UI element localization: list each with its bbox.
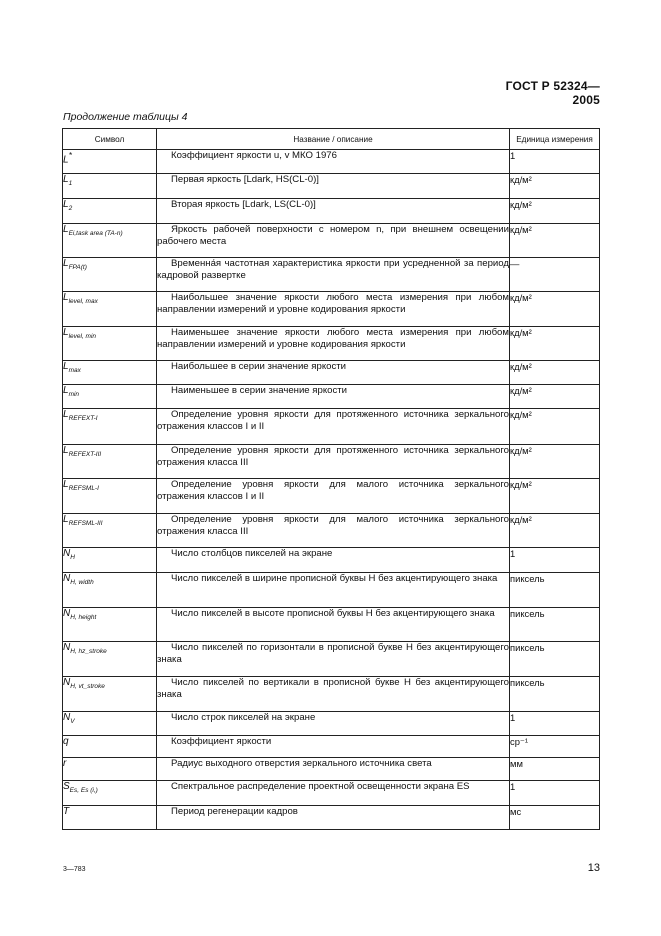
unit-cell: мс xyxy=(510,806,600,830)
description-text: Число строк пикселей на экране xyxy=(171,712,316,723)
table-row xyxy=(63,199,600,224)
symbol-base: L xyxy=(63,292,69,303)
symbol-base: L xyxy=(63,199,69,210)
unit-cell: 1 xyxy=(510,712,600,736)
symbol-subscript: V xyxy=(70,718,75,725)
table-row xyxy=(63,174,600,199)
description-cell xyxy=(157,385,510,409)
description-cell xyxy=(157,608,510,642)
unit-cell: пиксель xyxy=(510,608,600,642)
table-row xyxy=(63,150,600,174)
unit-cell: 1 xyxy=(510,781,600,806)
symbol-cell xyxy=(63,548,157,573)
symbol-subscript: max xyxy=(68,367,81,374)
symbol-cell xyxy=(63,409,157,445)
document-code: ГОСТ Р 52324—2005 xyxy=(505,79,600,107)
symbol-subscript: Es, Es (i,) xyxy=(69,787,98,794)
symbol-cell xyxy=(63,806,157,830)
table-row xyxy=(63,445,600,479)
unit-cell: пиксель xyxy=(510,677,600,712)
symbol-subscript: 1 xyxy=(68,180,73,187)
symbol-subscript: level, min xyxy=(68,333,97,340)
column-header-unit: Единица измерения xyxy=(510,129,600,150)
unit-cell: 1 xyxy=(510,150,600,174)
description-cell xyxy=(157,677,510,712)
symbol-cell xyxy=(63,712,157,736)
description-cell xyxy=(157,573,510,608)
symbol-base: N xyxy=(63,548,71,559)
table-row xyxy=(63,224,600,258)
symbol-base: S xyxy=(63,781,70,792)
symbol-cell xyxy=(63,514,157,548)
unit-cell: кд/м² xyxy=(510,199,600,224)
symbol-cell xyxy=(63,445,157,479)
unit-cell: ср⁻¹ xyxy=(510,736,600,758)
description-cell xyxy=(157,758,510,781)
table-row xyxy=(63,781,600,806)
symbol-cell xyxy=(63,174,157,199)
table-row xyxy=(63,479,600,514)
symbol-base: N xyxy=(63,642,71,653)
symbol-subscript: H xyxy=(70,554,75,561)
description-cell xyxy=(157,806,510,830)
symbol-base: q xyxy=(63,736,69,747)
symbol-subscript: level, max xyxy=(68,298,98,305)
description-text: Число пикселей по вертикали в прописной букве Н без акцентирующего знака xyxy=(157,677,509,700)
description-cell xyxy=(157,479,510,514)
symbol-subscript: H, width xyxy=(70,579,94,586)
symbol-base: L xyxy=(63,409,69,420)
unit-cell: кд/м² xyxy=(510,292,600,327)
table-header-row xyxy=(63,129,600,150)
symbol-subscript: H, hz_stroke xyxy=(70,648,107,655)
symbol-base: N xyxy=(63,712,71,723)
description-text: Число пикселей в высоте прописной буквы Н без акцентирующего знака xyxy=(171,608,495,619)
unit-cell: мм xyxy=(510,758,600,781)
unit-cell: кд/м² xyxy=(510,327,600,361)
description-cell xyxy=(157,548,510,573)
table-row xyxy=(63,608,600,642)
symbol-subscript: REFEXT-I xyxy=(68,415,98,422)
description-text: Определение уровня яркости для малого источника зеркального отражения классов I и II xyxy=(157,479,509,502)
description-text: Спектральное распределение проектной освещенности экрана ES xyxy=(171,781,470,792)
description-text: Наименьшее в серии значение яркости xyxy=(171,385,348,396)
description-cell xyxy=(157,224,510,258)
table-row xyxy=(63,327,600,361)
symbol-cell xyxy=(63,258,157,292)
symbol-cell xyxy=(63,573,157,608)
description-cell xyxy=(157,199,510,224)
symbol-base: L xyxy=(63,514,69,525)
description-text: Определение уровня яркости для малого источника зеркального отражения класса III xyxy=(157,514,509,537)
symbol-base: L xyxy=(63,361,69,372)
description-cell xyxy=(157,514,510,548)
symbol-subscript: Ei,task area (TA-n) xyxy=(68,230,123,237)
page-number: 13 xyxy=(587,862,600,874)
description-cell xyxy=(157,781,510,806)
description-text: Коэффициент яркости xyxy=(171,736,272,747)
unit-cell: кд/м² xyxy=(510,445,600,479)
symbol-cell xyxy=(63,292,157,327)
symbol-base: L xyxy=(63,174,69,185)
description-cell xyxy=(157,712,510,736)
table-row xyxy=(63,736,600,758)
unit-cell: кд/м² xyxy=(510,479,600,514)
description-cell xyxy=(157,292,510,327)
symbol-subscript: REFEXT-III xyxy=(68,451,102,458)
symbol-base: L xyxy=(63,258,69,269)
description-cell xyxy=(157,736,510,758)
table-row xyxy=(63,573,600,608)
footer-order-number: 3—783 xyxy=(63,866,86,873)
description-text: Наименьшее значение яркости любого места измерения при любом направлении измерений и уровне кодирования яркости xyxy=(157,327,509,350)
symbols-table xyxy=(62,128,600,830)
symbol-base: r xyxy=(63,758,67,769)
description-text: Число столбцов пикселей на экране xyxy=(171,548,333,559)
description-cell xyxy=(157,258,510,292)
description-text: Радиус выходного отверстия зеркального источника света xyxy=(171,758,432,769)
description-cell xyxy=(157,174,510,199)
description-text: Наибольшее в серии значение яркости xyxy=(171,361,347,372)
table-row xyxy=(63,292,600,327)
unit-cell: пиксель xyxy=(510,573,600,608)
description-cell xyxy=(157,361,510,385)
description-text: Наибольшее значение яркости любого места измерения при любом направлении измерений и уровне кодирования яркости xyxy=(157,292,509,315)
symbol-base: N xyxy=(63,573,71,584)
description-text: Коэффициент яркости u, v МКО 1976 xyxy=(171,150,337,161)
description-text: Вторая яркость [Ldark, LS(CL-0)] xyxy=(171,199,316,210)
symbol-cell xyxy=(63,479,157,514)
description-text: Число пикселей в ширине прописной буквы Н без акцентирующего знака xyxy=(171,573,498,584)
symbol-cell xyxy=(63,199,157,224)
symbol-base: L xyxy=(63,224,69,235)
symbol-subscript: REFSML-III xyxy=(68,520,103,527)
description-text: Первая яркость [Ldark, HS(CL-0)] xyxy=(171,174,319,185)
symbol-base: L xyxy=(63,327,69,338)
unit-cell: кд/м² xyxy=(510,514,600,548)
symbol-base: N xyxy=(63,608,71,619)
description-cell xyxy=(157,409,510,445)
symbol-base: T xyxy=(63,806,70,817)
symbol-cell xyxy=(63,608,157,642)
column-header-name: Название / описание xyxy=(157,129,510,150)
symbol-base: L xyxy=(63,385,69,396)
table-body xyxy=(63,150,600,830)
description-text: Определение уровня яркости для протяженного источника зеркального отражения класса III xyxy=(157,445,509,468)
symbol-subscript: min xyxy=(68,391,80,398)
unit-cell: кд/м² xyxy=(510,361,600,385)
unit-cell: — xyxy=(510,258,600,292)
symbol-base: L xyxy=(63,479,69,490)
column-header-symbol: Символ xyxy=(63,129,157,150)
table-row xyxy=(63,806,600,830)
description-text: Число пикселей по горизонтали в прописной букве Н без акцентирующего знака xyxy=(157,642,509,665)
symbol-subscript: H, vt_stroke xyxy=(70,683,105,690)
symbol-cell xyxy=(63,150,157,174)
symbol-cell xyxy=(63,385,157,409)
symbol-cell xyxy=(63,361,157,385)
unit-cell: кд/м² xyxy=(510,224,600,258)
description-cell xyxy=(157,445,510,479)
symbol-cell xyxy=(63,327,157,361)
unit-cell: кд/м² xyxy=(510,385,600,409)
unit-cell: 1 xyxy=(510,548,600,573)
symbol-superscript: * xyxy=(68,150,72,160)
table-row xyxy=(63,758,600,781)
table-row xyxy=(63,409,600,445)
table-row xyxy=(63,712,600,736)
description-text: Временна́я частотная характеристика яркости при усредненной за период кадровой развертке xyxy=(157,258,509,281)
symbol-cell xyxy=(63,758,157,781)
symbol-cell xyxy=(63,677,157,712)
table-row xyxy=(63,677,600,712)
table-row xyxy=(63,258,600,292)
unit-cell: пиксель xyxy=(510,642,600,677)
symbol-cell xyxy=(63,224,157,258)
symbol-subscript: 2 xyxy=(68,205,73,212)
table-row xyxy=(63,361,600,385)
unit-cell: кд/м² xyxy=(510,174,600,199)
symbol-subscript: REFSML-I xyxy=(68,485,99,492)
table-row xyxy=(63,548,600,573)
symbol-base: N xyxy=(63,677,71,688)
description-text: Яркость рабочей поверхности с номером n, при внешнем освещении рабочего места xyxy=(157,224,509,247)
symbol-base: L xyxy=(63,445,69,456)
symbol-subscript: FPA(t) xyxy=(68,264,87,271)
description-cell xyxy=(157,642,510,677)
symbol-cell xyxy=(63,642,157,677)
description-text: Определение уровня яркости для протяженного источника зеркального отражения классов I и II xyxy=(157,409,509,432)
symbol-base: L xyxy=(63,154,69,166)
symbol-subscript: H, height xyxy=(70,614,97,621)
description-cell xyxy=(157,150,510,174)
description-text: Период регенерации кадров xyxy=(171,806,298,817)
table-row xyxy=(63,385,600,409)
symbol-cell xyxy=(63,781,157,806)
table-row xyxy=(63,642,600,677)
description-cell xyxy=(157,327,510,361)
unit-cell: кд/м² xyxy=(510,409,600,445)
symbol-cell xyxy=(63,736,157,758)
table-caption: Продолжение таблицы 4 xyxy=(63,111,188,123)
table-row xyxy=(63,514,600,548)
